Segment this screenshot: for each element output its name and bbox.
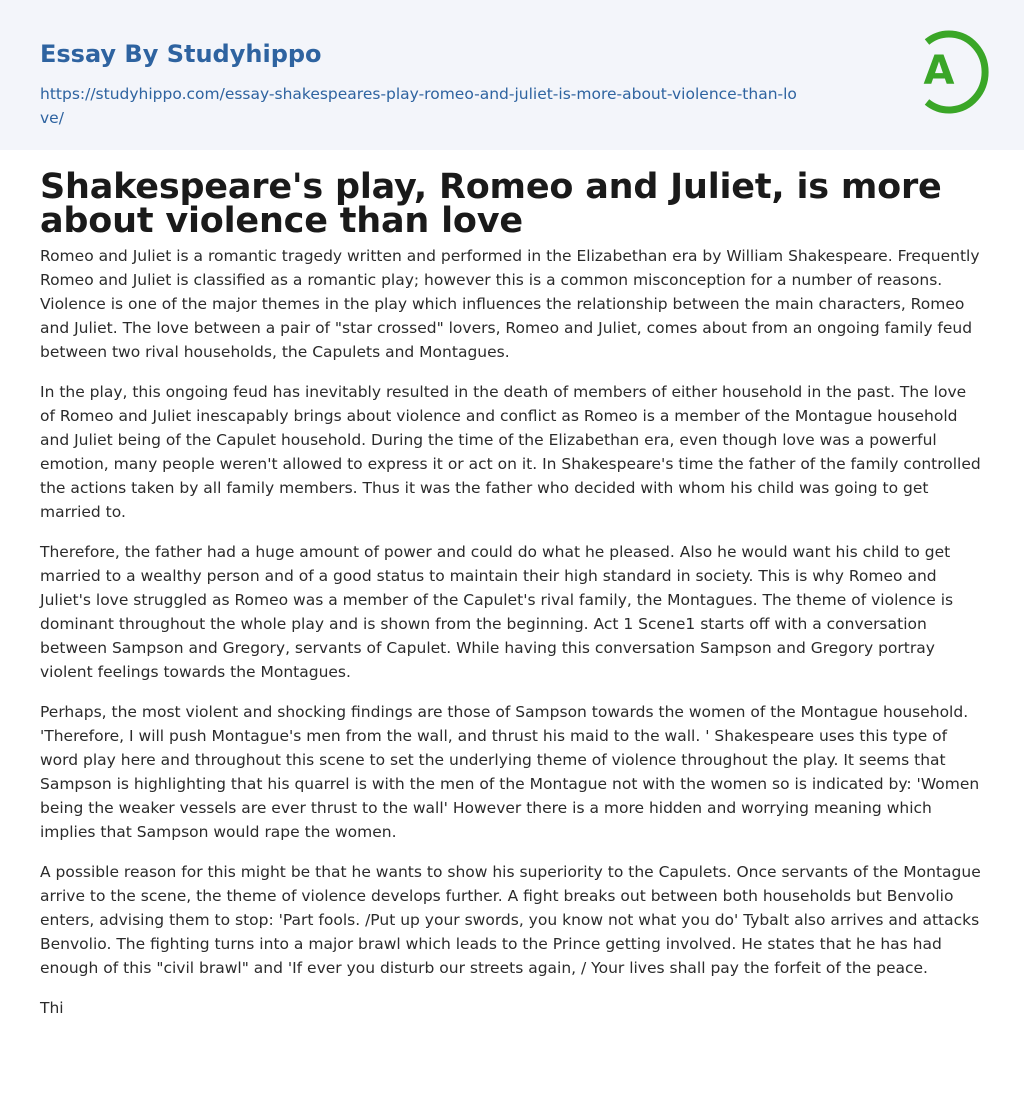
site-brand[interactable]: Essay By Studyhippo (40, 40, 322, 68)
essay-paragraph: Therefore, the father had a huge amount of power and could do what he pleased. Also he would want his child to get married to a wealthy person and of a good status to maintain their high standard in society. This is why Romeo and Juliet's love struggled as Romeo was a member of the Capulet's rival family, the Montagues. The theme of violence is dominant throughout the whole play and is shown from the beginning. Act 1 Scene1 starts off with a conversation between Sampson and Gregory, servants of Capulet. While having this conversation Sampson and Gregory portray violent feelings towards the Montagues. (40, 543, 954, 681)
essay-paragraph: Perhaps, the most violent and shocking findings are those of Sampson towards the women of the Montague household. 'Therefore, I will push Montague's men from the wall, and thrust his maid to the wall. ' Shakespeare uses this type of word play here and throughout this scene to set the underlying theme of violence throughout the play. It seems that Sampson is highlighting that his quarrel is with the men of the Montague not with the women so is indicated by: 'Women being the weaker vessels are ever thrust to the wall' However there is a more hidden and worrying meaning which implies that Sampson would rape the women. (40, 703, 980, 841)
essay-paragraph: A possible reason for this might be that he wants to show his superiority to the Capulets. Once servants of the Montague arrive to the scene, the theme of violence develops further. A fight breaks out between both households but Benvolio enters, advising them to stop: 'Part fools. /Put up your swords, you know not what you do' Tybalt also arrives and attacks Benvolio. The fighting turns into a major brawl which leads to the Prince getting involved. He states that he has had enough of this "civil brawl" and 'If ever you disturb our streets again, / Your lives shall pay the forfeit of the peace. (40, 863, 981, 977)
essay-url-link[interactable]: https://studyhippo.com/essay-shakespeares-play-romeo-and-juliet-is-more-about-violence-than-love/ (40, 85, 797, 127)
logo-letter: A (923, 48, 955, 94)
essay-title: Shakespeare's play, Romeo and Juliet, is more about violence than love (40, 167, 942, 241)
studyhippo-logo-icon[interactable] (905, 28, 989, 116)
essay-content (0, 167, 1024, 1020)
essay-paragraph: In the play, this ongoing feud has inevitably resulted in the death of members of either household in the past. The love of Romeo and Juliet inescapably brings about violence and conflict as Romeo is a member of the Montague household and Juliet being of the Capulet household. During the time of the Elizabethan era, even though love was a powerful emotion, many people weren't allowed to express it or act on it. In Shakespeare's time the father of the family controlled the actions taken by all family members. Thus it was the father who decided with whom his child was going to get married to. (40, 383, 981, 521)
site-header (0, 0, 1024, 150)
essay-paragraph: Romeo and Juliet is a romantic tragedy written and performed in the Elizabethan era by William Shakespeare. Frequently Romeo and Juliet is classified as a romantic play; however this is a common misconception for a number of reasons. Violence is one of the major themes in the play which influences the relationship between the main characters, Romeo and Juliet. The love between a pair of "star crossed" lovers, Romeo and Juliet, comes about from an ongoing family feud between two rival households, the Capulets and Montagues. (40, 247, 980, 361)
essay-paragraph-truncated: Thi (40, 999, 64, 1017)
